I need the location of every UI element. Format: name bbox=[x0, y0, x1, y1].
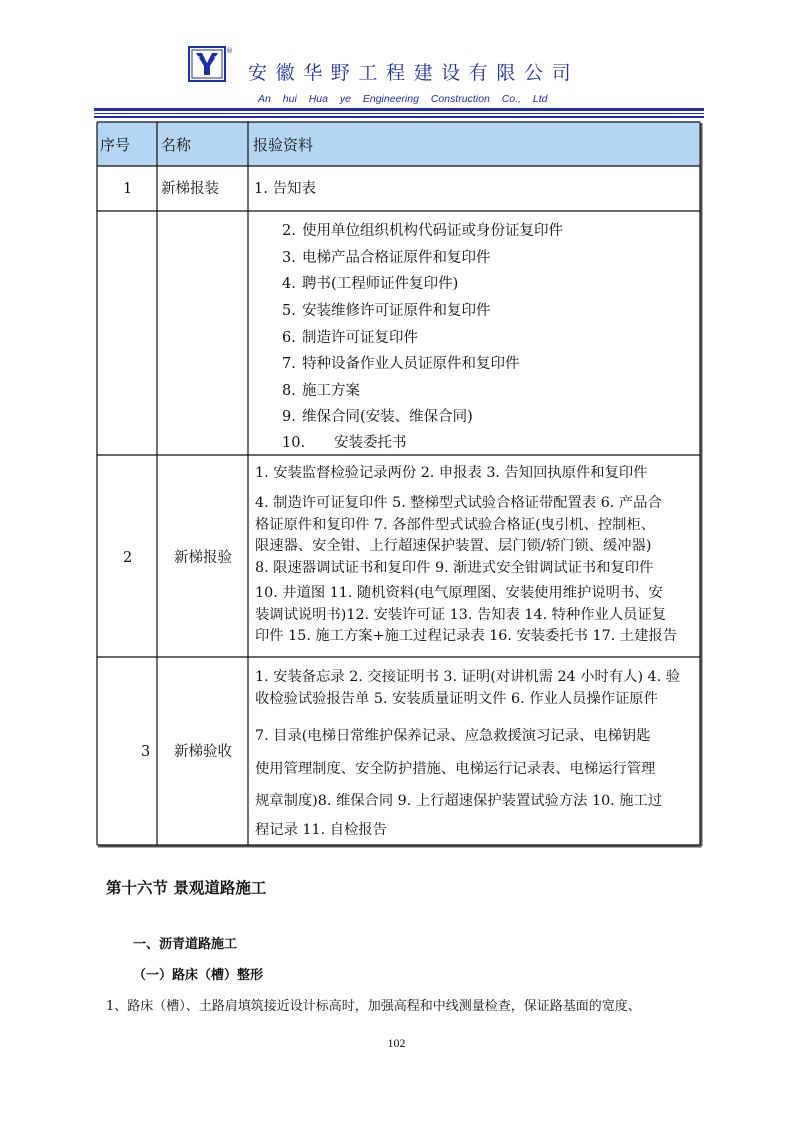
row-1-first-item: 1. 告知表 bbox=[254, 181, 316, 197]
row-3-line: 程记录 11. 自检报告 bbox=[255, 822, 387, 838]
header-rule-bottom bbox=[94, 116, 704, 118]
section-subtitle: 一、沥青道路施工 bbox=[133, 937, 238, 952]
row-3-line: 规章制度)8. 维保合同 9. 上行超速保护装置试验方法 10. 施工过 bbox=[255, 793, 663, 809]
row-1-index: 1 bbox=[123, 181, 133, 197]
list-item: 7. 特种设备作业人员证原件和复印件 bbox=[282, 356, 520, 372]
page-number: 102 bbox=[387, 1036, 406, 1050]
row-2-name: 新梯报验 bbox=[174, 550, 232, 566]
row-2-line: 限速器、安全钳、上行超速保护装置、层门锁/轿门锁、缓冲器) bbox=[255, 538, 652, 554]
section-subsubtitle: （一）路床（槽）整形 bbox=[133, 968, 264, 983]
row-2-line: 8. 限速器调试证书和复印件 9. 渐进式安全钳调试证书和复印件 bbox=[255, 560, 654, 576]
list-item: 2. 使用单位组织机构代码证或身份证复印件 bbox=[282, 223, 563, 239]
row-3-name: 新梯验收 bbox=[174, 744, 232, 760]
row-3-line: 收检验试验报告单 5. 安装质量证明文件 6. 作业人员操作证原件 bbox=[255, 691, 658, 707]
list-item: 9. 维保合同(安装、维保合同) bbox=[282, 409, 473, 425]
row-3-index: 3 bbox=[141, 744, 151, 760]
column-header-materials: 报验资料 bbox=[253, 136, 314, 154]
list-item: 3. 电梯产品合格证原件和复印件 bbox=[282, 250, 491, 266]
company-name-en: An hui Hua ye Engineering Construction Co., Ltd bbox=[258, 93, 548, 105]
row-2-line: 格证原件和复印件 7. 各部件型式试验合格证(曳引机、控制柜、 bbox=[255, 517, 656, 533]
list-item: 6. 制造许可证复印件 bbox=[282, 330, 418, 346]
list-item: 5. 安装维修许可证原件和复印件 bbox=[282, 303, 491, 319]
body-paragraph: 1、路床（槽）、土路肩填筑接近设计标高时，加强高程和中线测量检查，保证路基面的宽度、 bbox=[106, 999, 641, 1014]
row-3-line: 使用管理制度、安全防护措施、电梯运行记录表、电梯运行管理 bbox=[255, 761, 656, 777]
company-logo bbox=[188, 44, 232, 84]
row-2-line: 10. 井道图 11. 随机资料(电气原理图、安装使用维护说明书、安 bbox=[255, 585, 663, 601]
row-1-name: 新梯报装 bbox=[161, 181, 219, 197]
column-header-index: 序号 bbox=[100, 136, 131, 154]
header-rule-thin bbox=[94, 113, 704, 114]
column-header-name: 名称 bbox=[161, 136, 192, 154]
row-3-line: 1. 安装备忘录 2. 交接证明书 3. 证明(对讲机需 24 小时有人) 4. 验 bbox=[255, 669, 681, 685]
header-rule-thick bbox=[94, 108, 704, 111]
row-2-line: 装调试说明书)12. 安装许可证 13. 告知表 14. 特种作业人员证复 bbox=[255, 607, 667, 623]
company-name-cn: 安徽华野工程建设有限公司 bbox=[248, 62, 580, 84]
row-2-line: 4. 制造许可证复印件 5. 整梯型式试验合格证带配置表 6. 产品合 bbox=[255, 495, 662, 511]
row-2-line: 1. 安装监督检验记录两份 2. 申报表 3. 告知回执原件和复印件 bbox=[255, 465, 648, 481]
list-item: 8. 施工方案 bbox=[282, 383, 360, 399]
row-2-line: 印件 15. 施工方案+施工过程记录表 16. 安装委托书 17. 土建报告 bbox=[255, 628, 677, 644]
row-3-line: 7. 目录(电梯日常维护保养记录、应急救援演习记录、电梯钥匙 bbox=[255, 728, 651, 744]
list-item: 10. 安装委托书 bbox=[282, 435, 407, 451]
row-2-index: 2 bbox=[123, 550, 133, 566]
section-title: 第十六节 景观道路施工 bbox=[106, 879, 267, 897]
list-item: 4. 聘书(工程师证件复印件) bbox=[282, 276, 459, 292]
svg-text:®: ® bbox=[226, 47, 233, 55]
